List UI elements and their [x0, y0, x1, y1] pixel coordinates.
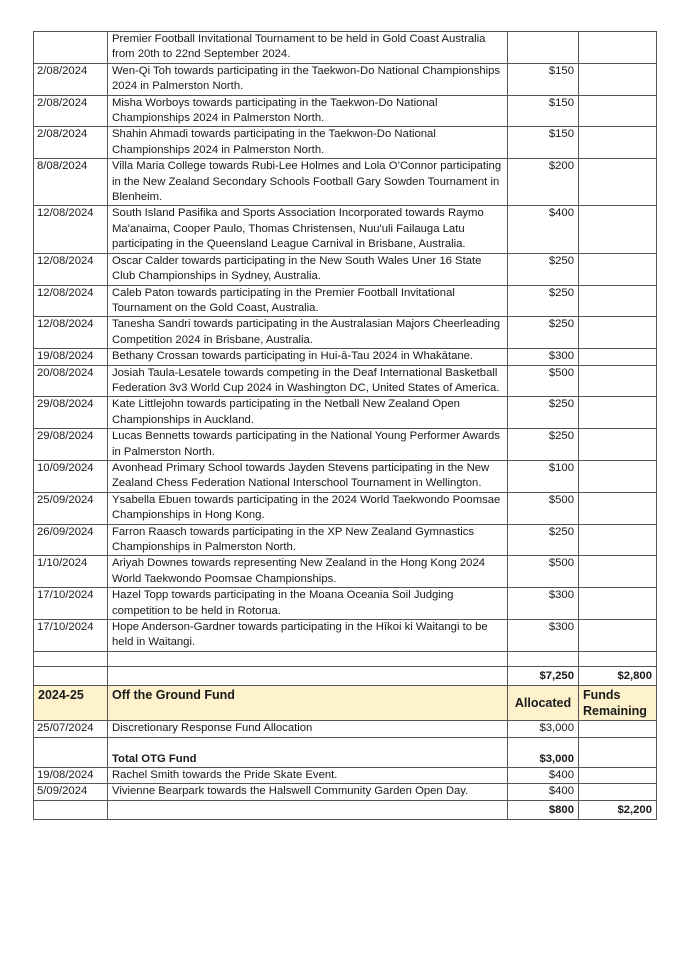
- row-date: 17/10/2024: [34, 620, 108, 652]
- total-row: [34, 666, 657, 685]
- remaining-header: Funds Remaining: [579, 686, 657, 721]
- row-date: 1/10/2024: [34, 556, 108, 588]
- row-remaining: [579, 365, 657, 397]
- row-amount: $250: [508, 317, 579, 349]
- row-amount: $300: [508, 349, 579, 365]
- table-row: [34, 285, 657, 317]
- row-amount: $500: [508, 556, 579, 588]
- row-date: 25/09/2024: [34, 492, 108, 524]
- row-description: Vivienne Bearpark towards the Halswell Community Garden Open Day.: [108, 784, 508, 800]
- row-description: Tanesha Sandri towards participating in the Australasian Majors Cheerleading Competition 2024 in Brisbane, Australia.: [108, 317, 508, 349]
- row-amount: $100: [508, 460, 579, 492]
- row-description: Rachel Smith towards the Pride Skate Event.: [108, 768, 508, 784]
- row-date: 10/09/2024: [34, 460, 108, 492]
- table-row: [34, 63, 657, 95]
- final-totals: [34, 800, 657, 819]
- row-amount: $500: [508, 365, 579, 397]
- row-remaining: [579, 317, 657, 349]
- row-amount: $3,000: [508, 721, 579, 737]
- table-row: [34, 429, 657, 461]
- row-amount: $250: [508, 429, 579, 461]
- table-row: [34, 620, 657, 652]
- row-remaining: [579, 429, 657, 461]
- otg-rows: [34, 768, 657, 801]
- row-date: 12/08/2024: [34, 285, 108, 317]
- funding-table: [33, 31, 657, 820]
- row-date: 5/09/2024: [34, 784, 108, 800]
- spacer-row: [34, 651, 657, 666]
- otg-section: [34, 686, 657, 768]
- table-row: [34, 159, 657, 206]
- row-date: 20/08/2024: [34, 365, 108, 397]
- row-amount: $500: [508, 492, 579, 524]
- row-description: Hope Anderson-Gardner towards participating in the Hīkoi ki Waitangi to be held in Waitangi.: [108, 620, 508, 652]
- row-description: Premier Football Invitational Tournament to be held in Gold Coast Australia from 20th to 22nd September 2024.: [108, 32, 508, 64]
- row-description: Villa Maria College towards Rubi-Lee Holmes and Lola O’Connor participating in the New Zealand Secondary Schools Football Gary Sowden Tournament in Blenheim.: [108, 159, 508, 206]
- first-totals: [34, 651, 657, 685]
- final-total-allocated: $800: [508, 800, 579, 819]
- row-amount: $250: [508, 253, 579, 285]
- row-date: 2/08/2024: [34, 95, 108, 127]
- row-remaining: [579, 556, 657, 588]
- row-description: Ariyah Downes towards representing New Zealand in the Hong Kong 2024 World Taekwondo Poomsae Championships.: [108, 556, 508, 588]
- table-row: [34, 768, 657, 784]
- row-amount: $400: [508, 768, 579, 784]
- row-amount: $250: [508, 524, 579, 556]
- row-remaining: [579, 768, 657, 784]
- row-amount: $150: [508, 127, 579, 159]
- table-row: [34, 127, 657, 159]
- row-remaining: [579, 253, 657, 285]
- row-amount: $300: [508, 620, 579, 652]
- row-amount: $250: [508, 397, 579, 429]
- row-description: Farron Raasch towards participating in the XP New Zealand Gymnastics Championships in Palmerston North.: [108, 524, 508, 556]
- section-year: 2024-25: [34, 686, 108, 721]
- row-amount: $150: [508, 63, 579, 95]
- table-row: [34, 95, 657, 127]
- table-row: [34, 556, 657, 588]
- row-remaining: [579, 397, 657, 429]
- otg-total-label: Total OTG Fund: [108, 737, 508, 767]
- allocation-row: [34, 721, 657, 737]
- row-description: South Island Pasifika and Sports Association Incorporated towards Raymo Ma'anaima, Cooper Paulo, Thomas Christensen, Nuu'uli Failauga Latu participating in the Queensland League Carnival in Brisbane, Australia.: [108, 206, 508, 253]
- row-description: Shahin Ahmadi towards participating in the Taekwon-Do National Championships 2024 in Palmerston North.: [108, 127, 508, 159]
- row-remaining: [579, 127, 657, 159]
- row-date: 12/08/2024: [34, 317, 108, 349]
- table-row: [34, 784, 657, 800]
- row-date: 12/08/2024: [34, 206, 108, 253]
- row-remaining: [579, 349, 657, 365]
- total-allocated: $7,250: [508, 666, 579, 685]
- row-description: Avonhead Primary School towards Jayden Stevens participating in the New Zealand Chess Federation National Interschool Tournament in Wellington.: [108, 460, 508, 492]
- row-date: 17/10/2024: [34, 588, 108, 620]
- row-date: 12/08/2024: [34, 253, 108, 285]
- row-remaining: [579, 63, 657, 95]
- row-amount: $200: [508, 159, 579, 206]
- table-row: [34, 397, 657, 429]
- final-total-remaining: $2,200: [579, 800, 657, 819]
- row-date: [34, 32, 108, 64]
- row-description: Ysabella Ebuen towards participating in the 2024 World Taekwondo Poomsae Championships in Hong Kong.: [108, 492, 508, 524]
- row-date: 19/08/2024: [34, 349, 108, 365]
- row-date: 19/08/2024: [34, 768, 108, 784]
- row-description: Oscar Calder towards participating in the New South Wales Uner 16 State Club Championships in Sydney, Australia.: [108, 253, 508, 285]
- otg-total-row: [34, 737, 657, 767]
- table-row: [34, 492, 657, 524]
- row-remaining: [579, 159, 657, 206]
- row-date: 2/08/2024: [34, 63, 108, 95]
- row-remaining: [579, 285, 657, 317]
- row-description: Caleb Paton towards participating in the Premier Football Invitational Tournament on the Gold Coast, Australia.: [108, 285, 508, 317]
- row-description: Wen-Qi Toh towards participating in the Taekwon-Do National Championships 2024 in Palmerston North.: [108, 63, 508, 95]
- row-description: Misha Worboys towards participating in the Taekwon-Do National Championships 2024 in Palmerston North.: [108, 95, 508, 127]
- funding-table-body: [34, 32, 657, 652]
- final-total-row: [34, 800, 657, 819]
- row-date: 26/09/2024: [34, 524, 108, 556]
- row-remaining: [579, 32, 657, 64]
- row-remaining: [579, 492, 657, 524]
- total-remaining: $2,800: [579, 666, 657, 685]
- row-date: 8/08/2024: [34, 159, 108, 206]
- row-amount: $300: [508, 588, 579, 620]
- row-remaining: [579, 588, 657, 620]
- row-date: 29/08/2024: [34, 397, 108, 429]
- row-remaining: [579, 460, 657, 492]
- row-amount: $400: [508, 784, 579, 800]
- table-row: [34, 32, 657, 64]
- row-remaining: [579, 206, 657, 253]
- table-row: [34, 524, 657, 556]
- row-description: Hazel Topp towards participating in the Moana Oceania Soil Judging competition to be held in Rotorua.: [108, 588, 508, 620]
- section-title: Off the Ground Fund: [108, 686, 508, 721]
- row-date: 29/08/2024: [34, 429, 108, 461]
- row-amount: $150: [508, 95, 579, 127]
- row-remaining: [579, 784, 657, 800]
- row-remaining: [579, 524, 657, 556]
- row-remaining: [579, 95, 657, 127]
- row-description: Lucas Bennetts towards participating in the National Young Performer Awards in Palmerston North.: [108, 429, 508, 461]
- allocated-header: Allocated: [508, 686, 579, 721]
- table-row: [34, 206, 657, 253]
- row-amount: $400: [508, 206, 579, 253]
- table-row: [34, 253, 657, 285]
- row-amount: [508, 32, 579, 64]
- row-remaining: [579, 620, 657, 652]
- row-date: 2/08/2024: [34, 127, 108, 159]
- otg-total-amount: $3,000: [508, 737, 579, 767]
- row-description: Josiah Taula-Lesatele towards competing in the Deaf International Basketball Federation 3v3 World Cup 2024 in Washington DC, United States of America.: [108, 365, 508, 397]
- row-date: 25/07/2024: [34, 721, 108, 737]
- section-header-row: [34, 686, 657, 721]
- row-description: Bethany Crossan towards participating in Hui-ā-Tau 2024 in Whakātane.: [108, 349, 508, 365]
- table-row: [34, 460, 657, 492]
- row-description: Discretionary Response Fund Allocation: [108, 721, 508, 737]
- table-row: [34, 365, 657, 397]
- row-amount: $250: [508, 285, 579, 317]
- row-description: Kate Littlejohn towards participating in the Netball New Zealand Open Championships in Auckland.: [108, 397, 508, 429]
- table-row: [34, 317, 657, 349]
- table-row: [34, 588, 657, 620]
- table-row: [34, 349, 657, 365]
